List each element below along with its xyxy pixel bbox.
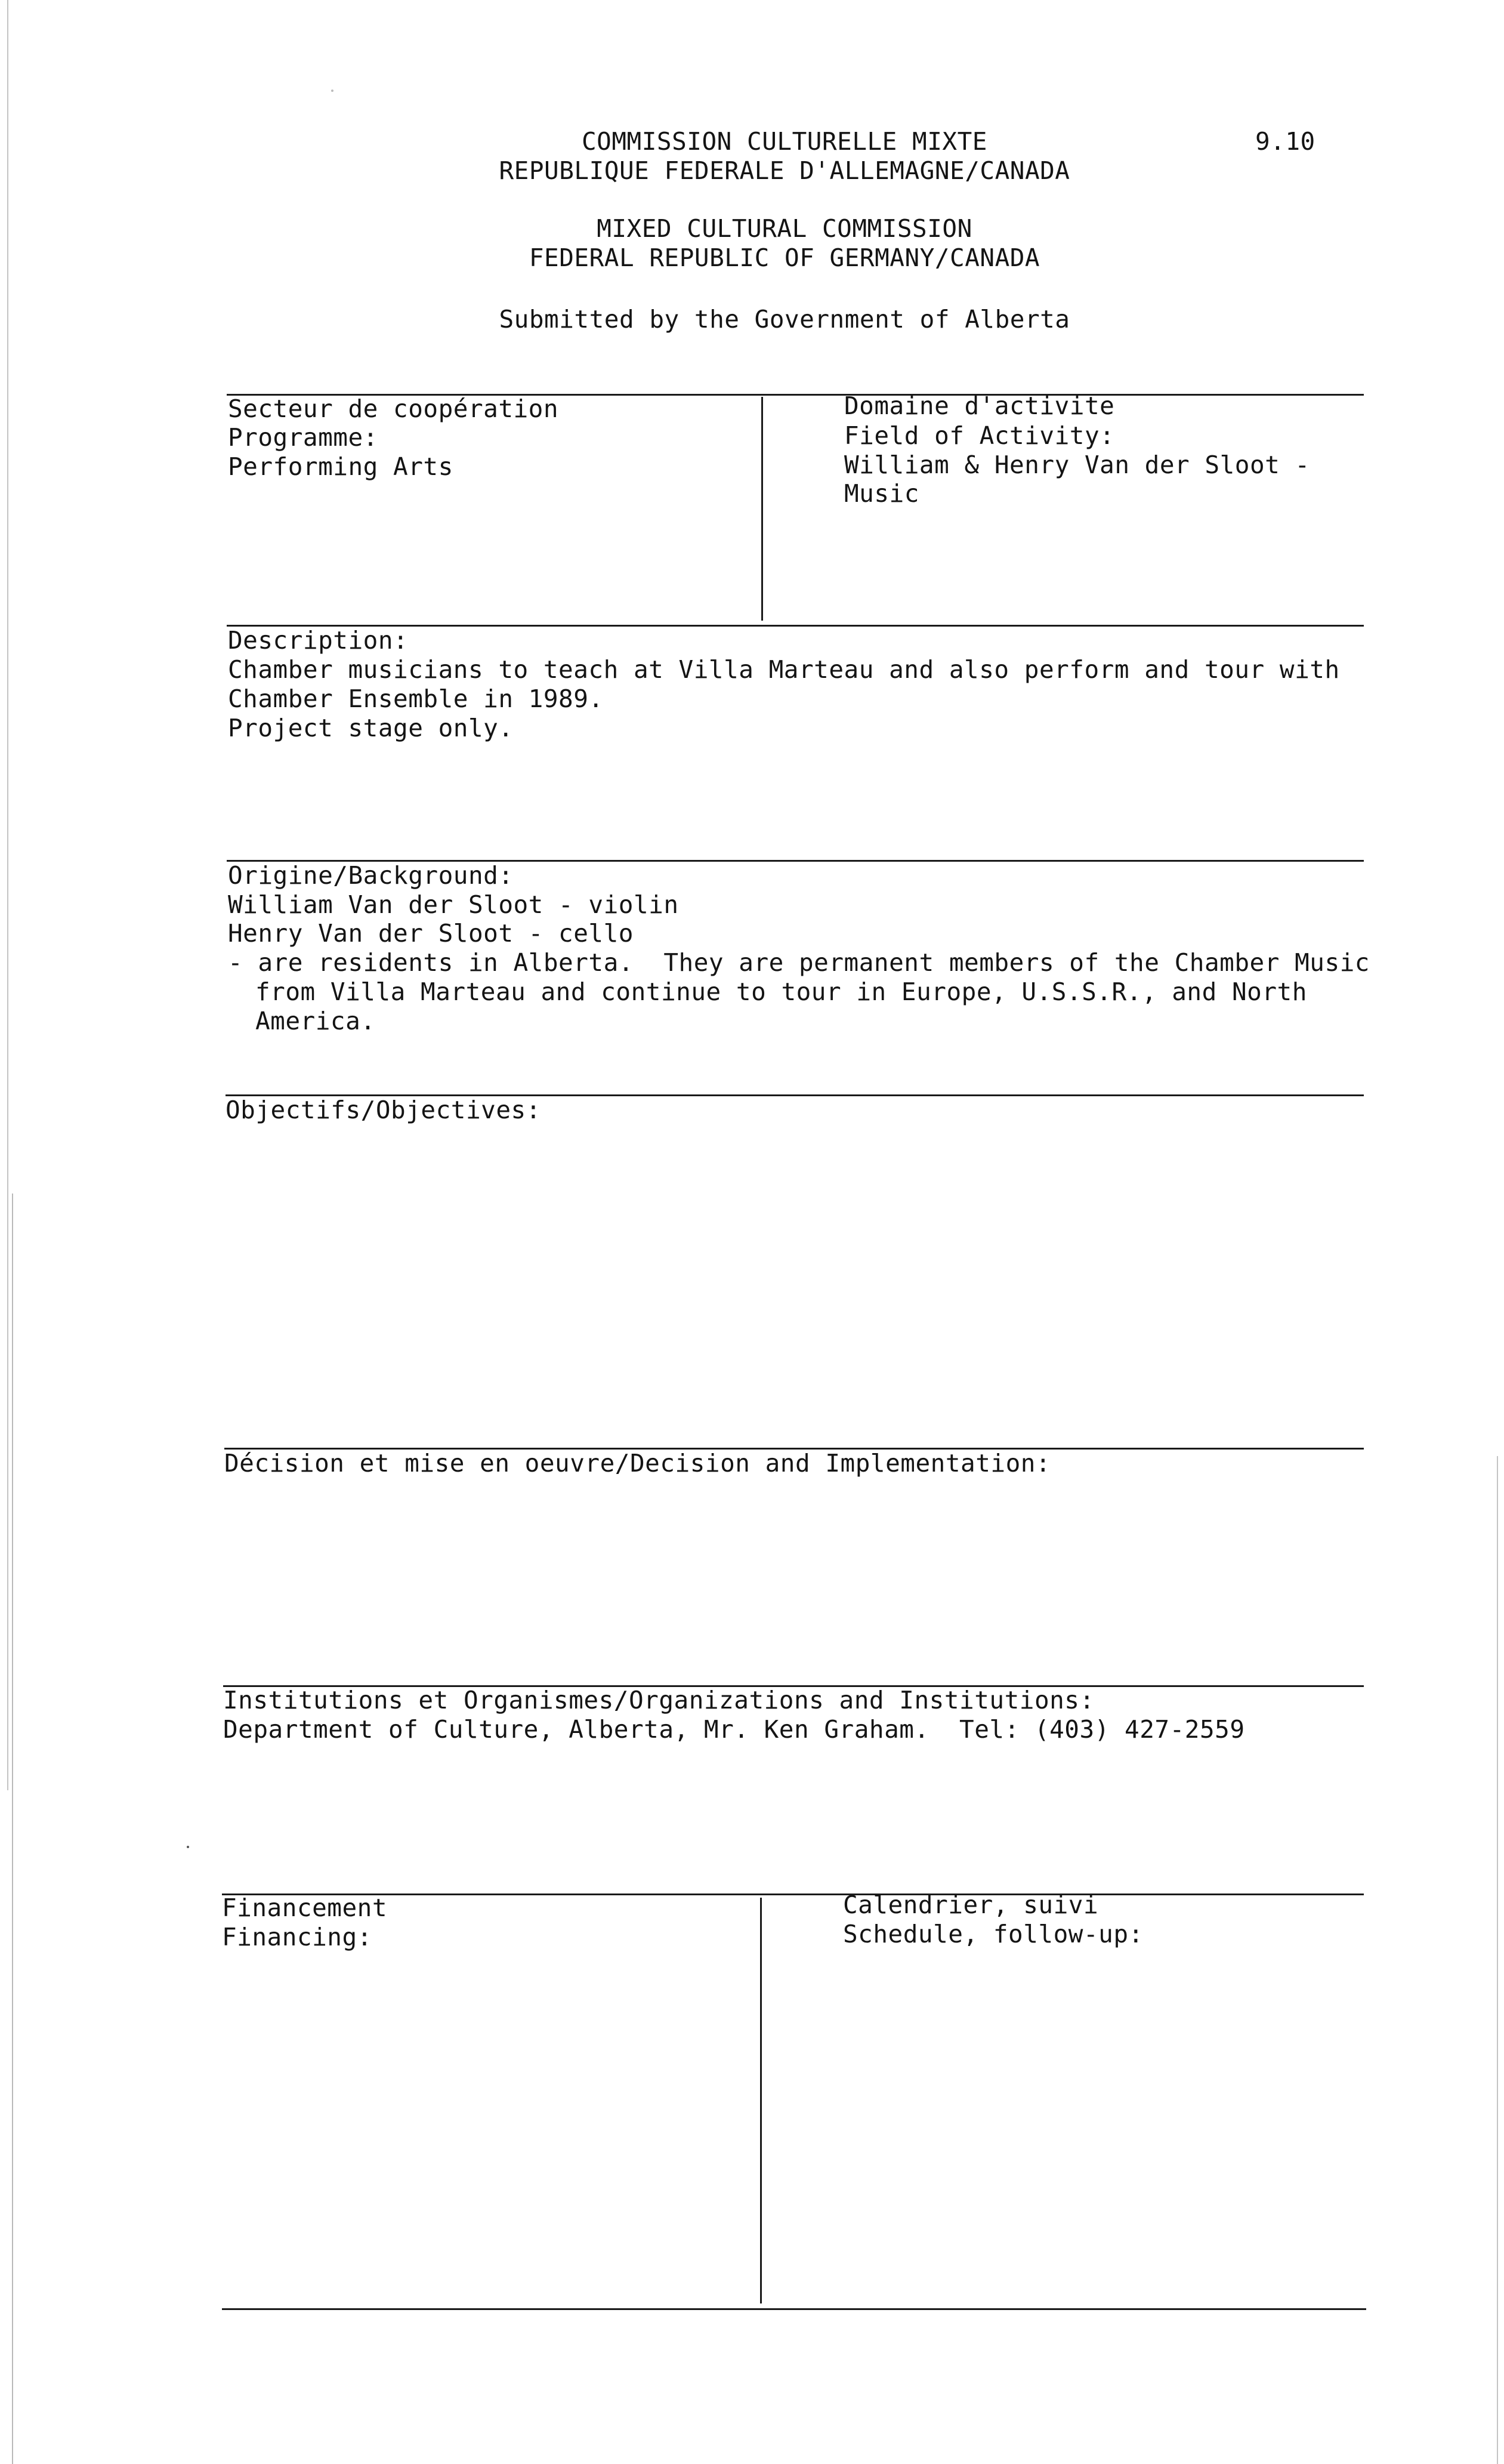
institutions-value: Department of Culture, Alberta, Mr. Ken Graham. Tel: (403) 427-2559 xyxy=(223,1715,1245,1744)
header-line-4: FEDERAL REPUBLIC OF GERMANY/CANADA xyxy=(529,243,1040,272)
sector-label-fr: Secteur de coopération xyxy=(228,394,559,423)
financing-label-en: Financing: xyxy=(222,1923,372,1951)
background-line-5: America. xyxy=(255,1007,376,1035)
section-rule xyxy=(222,1894,1364,1895)
scan-edge-line xyxy=(12,1194,13,2464)
field-label-fr: Domaine d'activite xyxy=(844,391,1115,420)
description-line-2: Chamber Ensemble in 1989. xyxy=(228,684,604,713)
background-line-3: - are residents in Alberta. They are permanent members of the Chamber Music xyxy=(228,948,1370,977)
background-line-1: William Van der Sloot - violin xyxy=(228,890,679,919)
column-divider xyxy=(761,397,763,621)
header-line-1: COMMISSION CULTURELLE MIXTE xyxy=(582,127,987,156)
background-line-4: from Villa Marteau and continue to tour in Europe, U.S.S.R., and North xyxy=(255,977,1307,1006)
schedule-label-en: Schedule, follow-up: xyxy=(843,1920,1144,1948)
institutions-label: Institutions et Organismes/Organizations and Institutions: xyxy=(223,1686,1095,1714)
column-divider xyxy=(760,1898,762,2303)
background-line-2: Henry Van der Sloot - cello xyxy=(228,919,634,948)
submitted-by: Submitted by the Government of Alberta xyxy=(499,305,1070,334)
field-value-line-2: Music xyxy=(844,479,919,508)
description-label: Description: xyxy=(228,626,409,655)
scan-edge-line xyxy=(7,0,8,1790)
field-value-line-1: William & Henry Van der Sloot - xyxy=(844,451,1310,479)
header-line-3: MIXED CULTURAL COMMISSION xyxy=(597,214,972,243)
background-label: Origine/Background: xyxy=(228,861,514,890)
scan-speck xyxy=(187,1846,189,1848)
field-label-en: Field of Activity: xyxy=(844,421,1115,450)
scan-speck xyxy=(331,90,333,92)
scan-edge-line xyxy=(1497,1456,1498,2464)
sector-value: Performing Arts xyxy=(228,452,453,481)
bottom-rule xyxy=(222,2308,1366,2310)
header-line-2: REPUBLIQUE FEDERALE D'ALLEMAGNE/CANADA xyxy=(499,156,1070,185)
page-number: 9.10 xyxy=(1255,127,1315,156)
schedule-label-fr: Calendrier, suivi xyxy=(843,1891,1099,1919)
description-line-3: Project stage only. xyxy=(228,714,514,742)
description-line-1: Chamber musicians to teach at Villa Marteau and also perform and tour with xyxy=(228,655,1340,684)
financing-label-fr: Financement xyxy=(222,1894,388,1922)
sector-label-en: Programme: xyxy=(228,423,378,452)
decision-label: Décision et mise en oeuvre/Decision and Implementation: xyxy=(224,1449,1051,1478)
objectives-label: Objectifs/Objectives: xyxy=(226,1096,541,1124)
